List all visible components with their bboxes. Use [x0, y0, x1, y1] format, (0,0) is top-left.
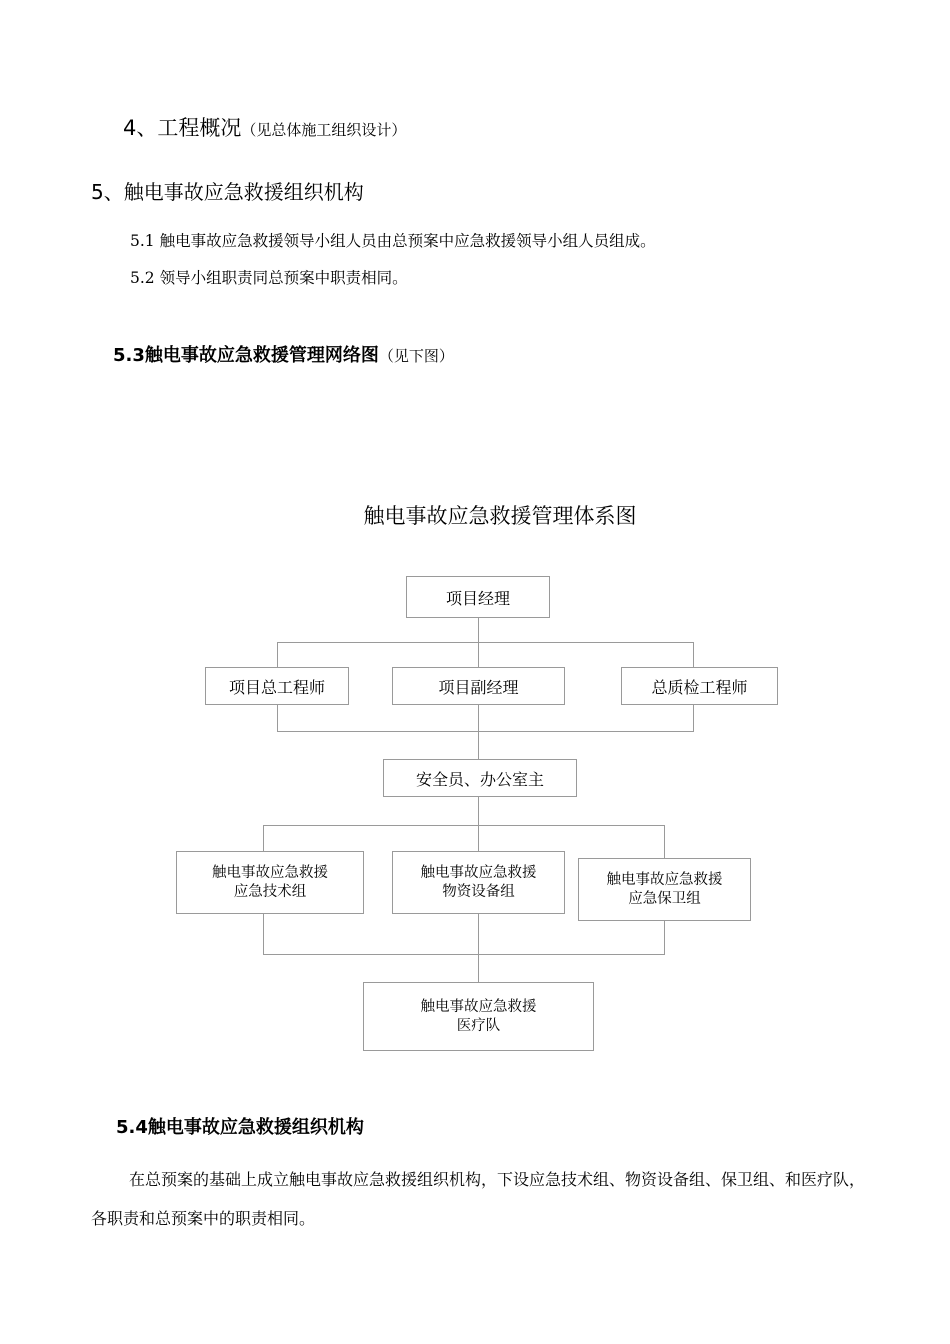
connector-line	[277, 642, 694, 643]
section-5-4-paragraph: 在总预案的基础上成立触电事故应急救援组织机构，下设应急技术组、物资设备组、保卫组、和医疗队，各职责和总预案中的职责相同。	[91, 1170, 866, 1228]
org-node-safety-office: 安全员、办公室主	[383, 759, 577, 797]
node-line: 触电事故应急救援	[420, 998, 537, 1015]
connector-line	[263, 954, 665, 955]
section-4-note: （见总体施工组织设计）	[241, 121, 407, 139]
org-chart-title: 触电事故应急救援管理体系图	[363, 504, 637, 528]
connector-line	[277, 731, 694, 732]
connector-line	[277, 642, 278, 668]
node-line: 触电事故应急救援	[420, 864, 537, 881]
org-node-chief-engineer: 项目总工程师	[205, 667, 349, 705]
section-4-heading	[123, 112, 406, 142]
node-line: 触电事故应急救援	[212, 864, 328, 881]
node-line: 应急保卫组	[628, 890, 701, 907]
org-node-project-manager: 项目经理	[406, 576, 550, 618]
org-node-guard-group	[578, 858, 751, 921]
section-5-4-heading: 5.4触电事故应急救援组织机构	[116, 1117, 364, 1138]
connector-line	[478, 704, 479, 760]
node-line: 医疗队	[456, 1017, 501, 1034]
connector-line	[478, 913, 479, 983]
section-5-3-title: 5.3触电事故应急救援管理网络图	[113, 345, 379, 366]
connector-line	[263, 825, 665, 826]
section-5-heading: 5、触电事故应急救援组织机构	[91, 180, 364, 204]
org-node-deputy-manager: 项目副经理	[392, 667, 565, 705]
node-line: 物资设备组	[442, 883, 515, 900]
connector-line	[277, 704, 278, 732]
org-node-quality-engineer: 总质检工程师	[621, 667, 778, 705]
connector-line	[263, 913, 264, 955]
section-5-3-note: （见下图）	[378, 347, 454, 365]
connector-line	[478, 617, 479, 643]
section-5-3-heading	[113, 341, 454, 367]
org-node-tech-group	[176, 851, 364, 914]
connector-line	[664, 920, 665, 955]
node-line: 应急技术组	[233, 883, 307, 900]
node-line: 触电事故应急救援	[606, 871, 723, 888]
connector-line	[263, 825, 264, 852]
connector-line	[693, 704, 694, 732]
paragraph-5-1: 5.1 触电事故应急救援领导小组人员由总预案中应急救援领导小组人员组成。	[130, 232, 656, 250]
connector-line	[478, 796, 479, 852]
paragraph-5-2: 5.2 领导小组职责同总预案中职责相同。	[130, 269, 408, 287]
connector-line	[664, 825, 665, 859]
section-4-title: 4、工程概况	[123, 116, 242, 140]
connector-line	[693, 642, 694, 668]
connector-line	[478, 642, 479, 668]
org-node-medical-team	[363, 982, 594, 1051]
org-node-supply-group	[392, 851, 565, 914]
